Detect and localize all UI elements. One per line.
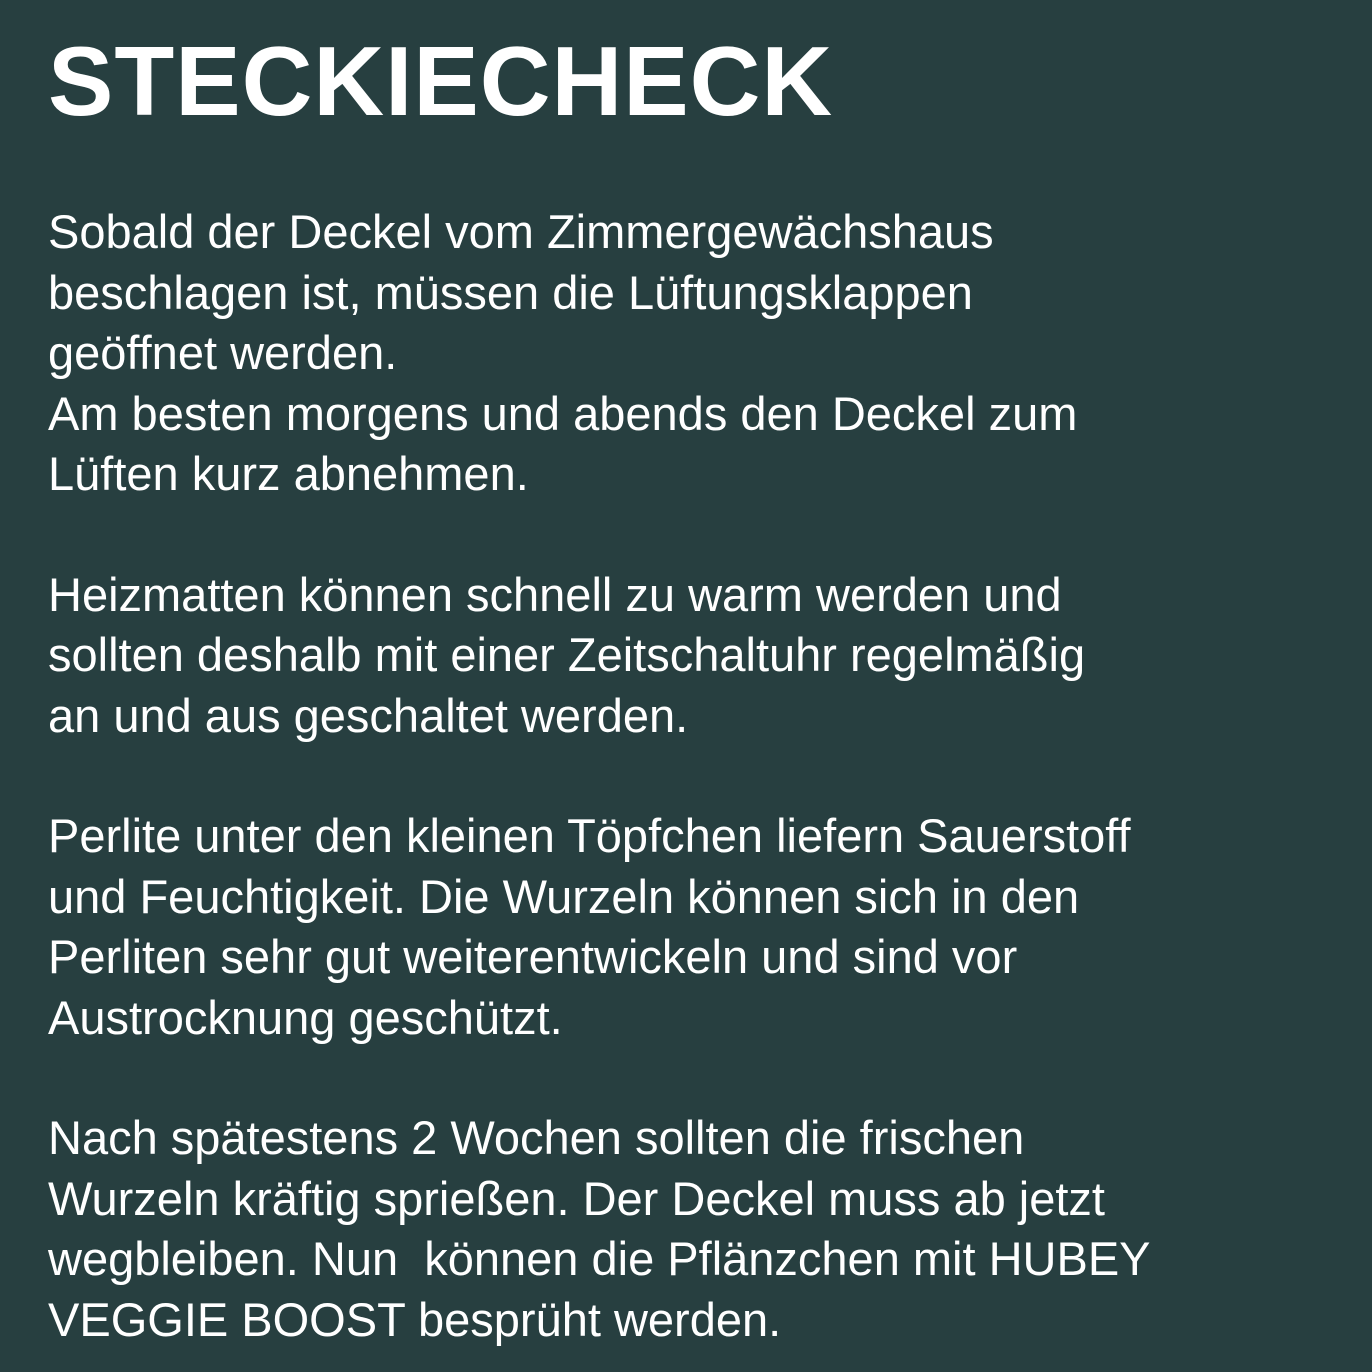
text-line: Lüften kurz abnehmen.	[48, 447, 529, 500]
text-line: Am besten morgens und abends den Deckel zum	[48, 386, 1078, 440]
text-line: Sobald der Deckel vom Zimmergewächshaus	[48, 205, 994, 258]
text-line: Perliten sehr gut weiterentwickeln und sind vor	[48, 930, 1018, 983]
text-line: Perlite unter den kleinen Töpfchen liefern Sauerstoff	[48, 809, 1131, 862]
text-line: wegbleiben. Nun können die Pflänzchen mit HUBEY	[48, 1232, 1151, 1285]
text-line: geöffnet werden.	[48, 326, 398, 379]
text-line: beschlagen ist, müssen die Lüftungsklappen	[48, 265, 973, 319]
text-line: Wurzeln kräftig sprießen. Der Deckel muss ab jetzt	[48, 1171, 1105, 1225]
paragraph-roots	[48, 1108, 1312, 1350]
text-line: und Feuchtigkeit. Die Wurzeln können sich in den	[48, 869, 1080, 923]
paragraph-heating-mats	[48, 565, 1312, 747]
text-line: an und aus geschaltet werden.	[48, 688, 689, 742]
content	[48, 202, 1312, 1350]
text-line: VEGGIE BOOST besprüht werden.	[48, 1292, 782, 1346]
page-title: STECKIECHECK	[48, 26, 834, 136]
text-line: Austrocknung geschützt.	[48, 990, 563, 1044]
text-line: Heizmatten können schnell zu warm werden und	[48, 567, 1062, 621]
text-line: sollten deshalb mit einer Zeitschaltuhr regelmäßig	[48, 628, 1086, 681]
text-line: Nach spätestens 2 Wochen sollten die frischen	[48, 1111, 1025, 1164]
paragraph-perlite	[48, 806, 1312, 1048]
paragraph-ventilation	[48, 202, 1312, 505]
